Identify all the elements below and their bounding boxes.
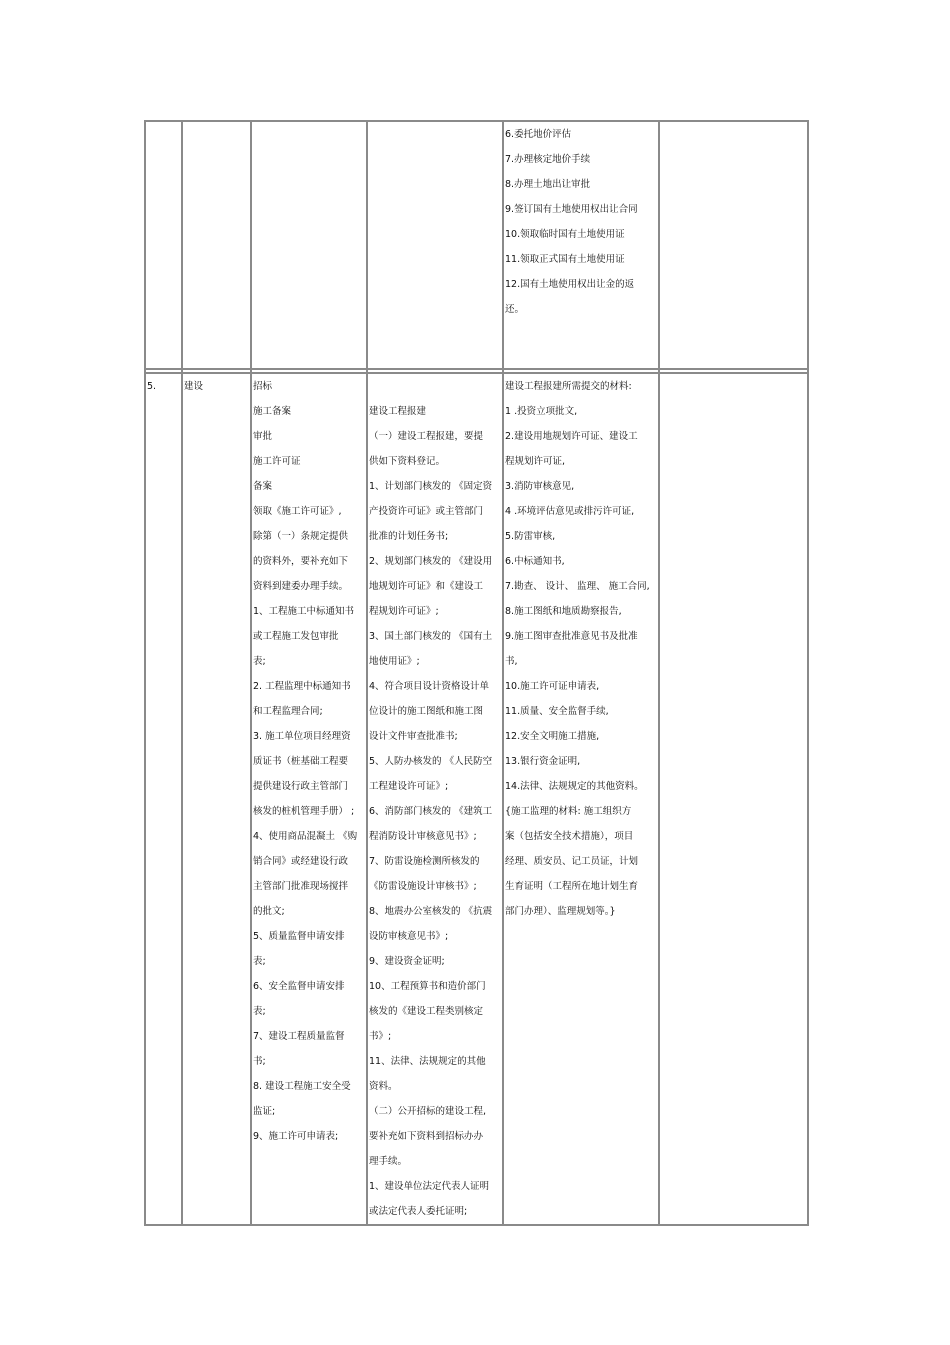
text-line: 6.中标通知书, [505,556,565,567]
text-line: 提供建设行政主管部门 [253,781,349,792]
text-line: 7、建设工程质量监督 [253,1031,345,1042]
row-number: 5. [147,381,157,392]
cell-requirements [367,373,503,1225]
text-line: 6、消防部门核发的 《建筑工 [369,806,493,817]
text-line: 表; [253,1006,266,1017]
text-line: 8. 建设工程施工安全受 [253,1081,351,1092]
text-line: 1、工程施工中标通知书 [253,606,355,617]
cell-steps [251,121,367,369]
row-name: 建设 [184,381,204,392]
cell-notes [659,121,808,369]
cell-number [145,121,182,369]
text-line: 质证书（桩基础工程要 [253,756,349,767]
cell-materials [503,373,659,1225]
text-line: 或工程施工发包审批 [253,631,339,642]
text-line: 资料。 [369,1081,398,1092]
text-line: 8.办理土地出让审批 [505,179,591,190]
text-line: 供如下资料登记。 [369,456,446,467]
table-row [145,121,808,369]
text-line: 4 .环境评估意见或排污许可证, [505,506,635,517]
text-line: 5、质量监督申请安排 [253,931,345,942]
text-line: （二）公开招标的建设工程, [369,1106,487,1117]
text-line: 书; [253,1056,266,1067]
text-line: 《防雷设施设计审核书》; [369,881,477,892]
text-line: 4、使用商品混凝土 《购 [253,831,358,842]
text-line: 的批文; [253,906,285,917]
text-line: 领取《施工许可证》, [253,506,342,517]
text-line: 9.施工图审查批准意见书及批准 [505,631,638,642]
text-line: 7、防雷设施检测所核发的 [369,856,480,867]
text-line: 建设工程报建所需提交的材料: [505,381,632,392]
text-line: 和工程监理合同; [253,706,323,717]
text-line: 批准的计划任务书; [369,531,449,542]
text-line: 施工许可证 [253,456,301,467]
text-line: 表; [253,956,266,967]
text-line: {施工监理的材料: 施工组织方 [505,806,632,817]
text-line: 核发的桩机管理手册） ; [253,806,355,817]
text-line: 要补充如下资料到招标办办 [369,1131,484,1142]
text-line: 产投资许可证》或主管部门 [369,506,484,517]
text-line: 3. 施工单位项目经理资 [253,731,351,742]
text-line: 审批 [253,431,273,442]
text-line: 书》; [369,1031,392,1042]
text-line: 程消防设计审核意见书》; [369,831,477,842]
text-line: 程规划许可证, [505,456,566,467]
text-line: 经理、质安员、记工员证，计划 [505,856,639,867]
text-line: 6.委托地价评估 [505,129,572,140]
text-line: 的资料外，要补充如下 [253,556,349,567]
text-line: 销合同》或经建设行政 [253,856,349,867]
text-line: 1、建设单位法定代表人证明 [369,1181,490,1192]
text-line: 8.施工图纸和地质勘察报告, [505,606,622,617]
text-line: 10.领取临时国有土地使用证 [505,229,625,240]
text-line: 2、规划部门核发的 《建设用 [369,556,493,567]
text-line: 7.勘查、 设计、 监理、 施工合同, [505,581,650,592]
text-line: 11.质量、安全监督手续, [505,706,609,717]
text-line: 设计文件审查批准书; [369,731,458,742]
table-row [145,373,808,1225]
cell-steps [251,373,367,1225]
text-line: 资料到建委办理手续。 [253,581,349,592]
text-line: 3.消防审核意见, [505,481,575,492]
cell-number [145,373,182,1225]
text-line: 11.领取正式国有土地使用证 [505,254,625,265]
text-line: 12.安全文明施工措施, [505,731,600,742]
text-line: 工程建设许可证》; [369,781,449,792]
text-line: 4、符合项目设计资格设计单 [369,681,490,692]
text-line: 程规划许可证》; [369,606,439,617]
text-line: 监证; [253,1106,276,1117]
text-line: 2. 工程监理中标通知书 [253,681,351,692]
text-line: 7.办理核定地价手续 [505,154,591,165]
text-line: 生育证明（工程所在地计划生育 [505,881,639,892]
text-line: 地使用证》; [369,656,420,667]
text-line: 地规划许可证》和《建设工 [369,581,484,592]
text-line: 表; [253,656,266,667]
text-line: 9、施工许可申请表; [253,1131,339,1142]
text-line [369,374,502,399]
text-line: 11、法律、法规规定的其他 [369,1056,486,1067]
procedure-table [144,120,809,1226]
text-line: 或法定代表人委托证明; [369,1206,468,1217]
text-line: 设防审核意见书》; [369,931,449,942]
text-line: 5.防雷审核, [505,531,556,542]
cell-materials [503,121,659,369]
cell-name [182,121,251,369]
text-line: 1 .投资立项批文, [505,406,578,417]
text-line: 6、安全监督申请安排 [253,981,345,992]
text-line: 理手续。 [369,1156,408,1167]
text-line: 5、人防办核发的 《人民防空 [369,756,493,767]
text-line: 施工备案 [253,406,292,417]
text-line: 1、计划部门核发的 《固定资 [369,481,493,492]
text-line: 2.建设用地规划许可证、建设工 [505,431,638,442]
cell-name [182,373,251,1225]
text-line: 10、工程预算书和造价部门 [369,981,486,992]
text-line: 13.银行资金证明, [505,756,581,767]
text-line: 还。 [505,304,525,315]
text-line: 10.施工许可证申请表, [505,681,600,692]
text-line: （一）建设工程报建，要提 [369,431,484,442]
text-line: 12.国有土地使用权出让金的返 [505,279,635,290]
text-line: 主管部门批准现场搅拌 [253,881,349,892]
cell-requirements [367,121,503,369]
text-line: 除第（一）条规定提供 [253,531,349,542]
text-line: 14.法律、法规规定的其他资料。 [505,781,644,792]
text-line: 备案 [253,481,273,492]
text-line: 9、建设资金证明; [369,956,445,967]
text-line: 招标 [253,381,273,392]
text-line: 8、地震办公室核发的 《抗震 [369,906,493,917]
cell-notes [659,373,808,1225]
text-line: 9.签订国有土地使用权出让合同 [505,204,638,215]
text-line: 案（包括安全技术措施），项目 [505,831,634,842]
text-line: 建设工程报建 [369,406,427,417]
text-line: 3、国土部门核发的 《国有土 [369,631,493,642]
text-line: 位设计的施工图纸和施工图 [369,706,484,717]
text-line: 核发的《建设工程类别核定 [369,1006,484,1017]
text-line: 书, [505,656,518,667]
text-line: 部门办理）、监理规划等。} [505,906,616,917]
